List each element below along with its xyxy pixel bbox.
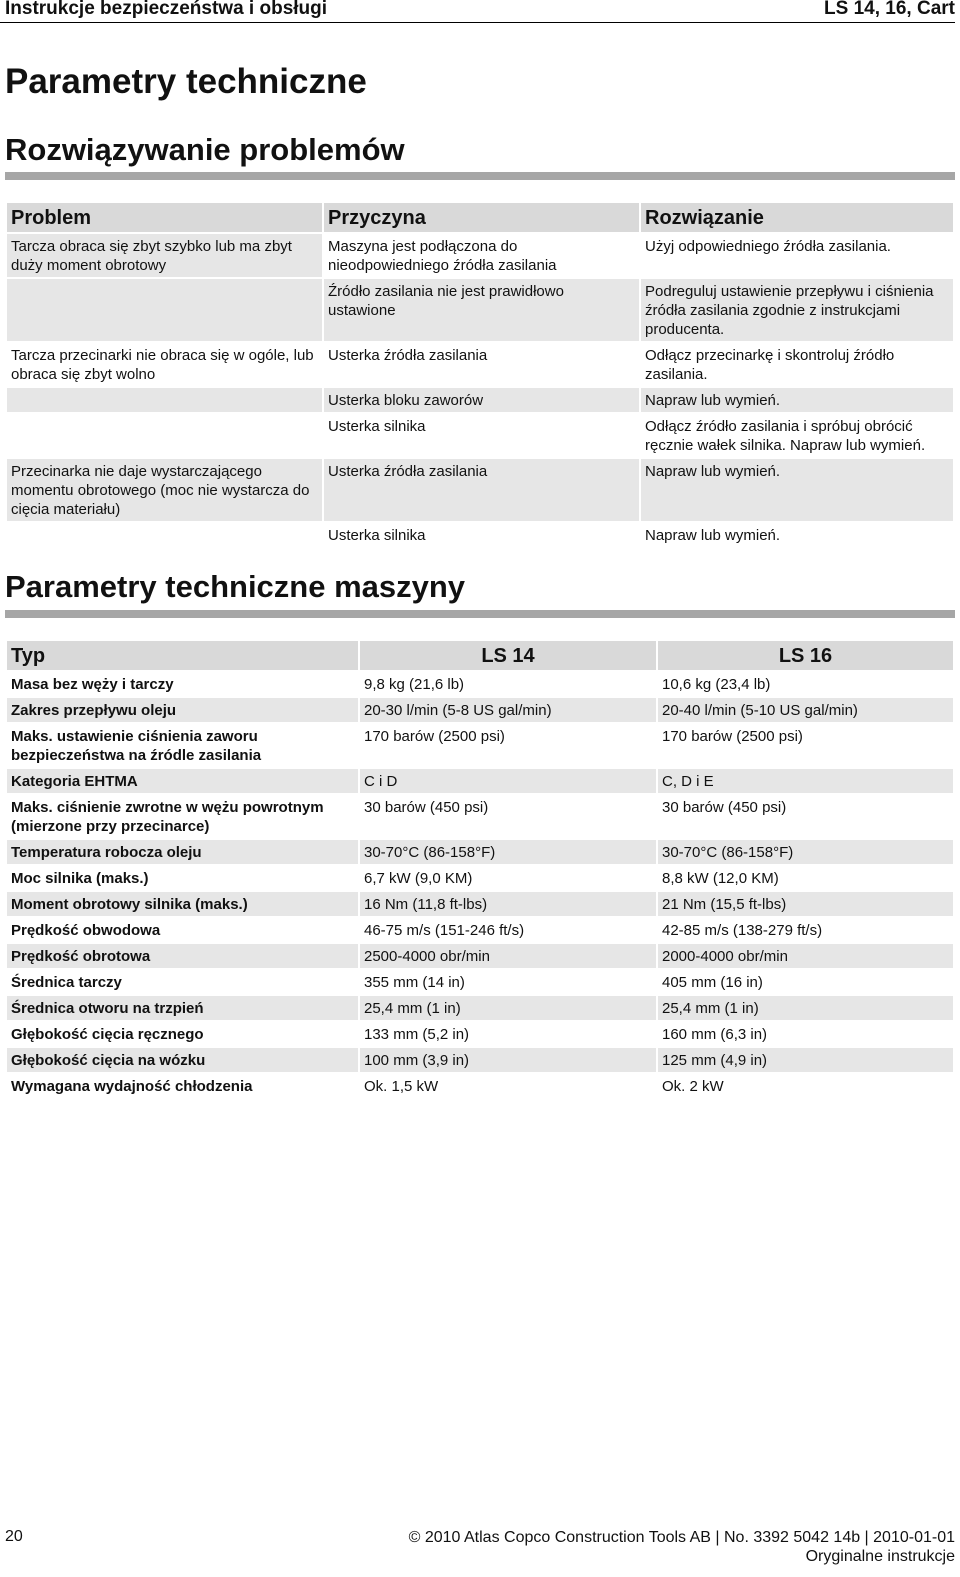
solution-cell: Odłącz przecinarkę i skontroluj źródło zasilania. — [645, 347, 895, 383]
cause-cell: Usterka silnika — [328, 527, 426, 544]
problem-cell: Tarcza przecinarki nie obraca się w ogóle, lub obraca się zbyt wolno — [11, 347, 314, 383]
ls14-value: Ok. 1,5 kW — [364, 1078, 439, 1095]
ls14-value: C i D — [360, 769, 656, 793]
ls14-value: 2500-4000 obr/min — [360, 944, 656, 968]
table-row — [7, 1074, 953, 1098]
table-row — [7, 866, 953, 890]
cause-cell: Usterka źródła zasilania — [328, 347, 488, 364]
table-header-row — [7, 641, 953, 670]
column-header-problem: Problem — [7, 203, 322, 232]
ls14-value: 170 barów (2500 psi) — [364, 728, 505, 745]
solution-cell: Napraw lub wymień. — [641, 388, 953, 412]
table-row — [7, 1048, 953, 1072]
table-row — [7, 996, 953, 1020]
column-header-ls16: LS 16 — [658, 641, 953, 670]
table-row — [7, 970, 953, 994]
ls14-value: 16 Nm (11,8 ft-lbs) — [360, 892, 656, 916]
param-label: Maks. ciśnienie zwrotne w wężu powrotnym (mierzone przy przecinarce) — [11, 799, 324, 835]
cause-cell: Usterka źródła zasilania — [324, 459, 639, 521]
table-header-row — [7, 203, 953, 232]
ls14-value: 100 mm (3,9 in) — [360, 1048, 656, 1072]
header-model: LS 14, 16, Cart — [824, 0, 955, 19]
ls14-value: 133 mm (5,2 in) — [364, 1026, 470, 1043]
param-label: Maks. ustawienie ciśnienia zaworu bezpieczeństwa na źródle zasilania — [11, 728, 262, 764]
solution-cell: Napraw lub wymień. — [645, 527, 781, 544]
table-row — [7, 388, 953, 412]
page-header — [0, 0, 955, 23]
param-label: Zakres przepływu oleju — [7, 698, 358, 722]
column-header-cause: Przyczyna — [324, 203, 639, 232]
ls14-value: 30 barów (450 psi) — [364, 799, 489, 816]
param-label: Prędkość obrotowa — [7, 944, 358, 968]
param-label: Głębokość cięcia na wózku — [7, 1048, 358, 1072]
table-row — [7, 672, 953, 696]
param-label: Moment obrotowy silnika (maks.) — [7, 892, 358, 916]
param-label: Moc silnika (maks.) — [11, 870, 149, 887]
table-row — [7, 343, 953, 386]
table-row — [7, 414, 953, 457]
ls16-value: 21 Nm (15,5 ft-lbs) — [658, 892, 953, 916]
param-label: Średnica otworu na trzpień — [7, 996, 358, 1020]
param-label: Głębokość cięcia ręcznego — [11, 1026, 204, 1043]
table-row — [7, 840, 953, 864]
ls16-value: 125 mm (4,9 in) — [658, 1048, 953, 1072]
param-label: Temperatura robocza oleju — [7, 840, 358, 864]
footer-right — [409, 1528, 955, 1566]
cause-cell: Usterka silnika — [328, 418, 426, 435]
param-label: Średnica tarczy — [11, 974, 122, 991]
table-row — [7, 234, 953, 277]
cause-cell: Usterka bloku zaworów — [324, 388, 639, 412]
problem-cell — [7, 523, 322, 547]
ls14-value: 25,4 mm (1 in) — [360, 996, 656, 1020]
page-title: Parametry techniczne — [5, 62, 367, 101]
cause-cell: Źródło zasilania nie jest prawidłowo ustawione — [324, 279, 639, 341]
ls16-value: 8,8 kW (12,0 KM) — [662, 870, 779, 887]
ls16-value: Ok. 2 kW — [662, 1078, 724, 1095]
param-label: Prędkość obwodowa — [11, 922, 161, 939]
table-row — [7, 918, 953, 942]
table-row — [7, 892, 953, 916]
ls14-value: 30-70°C (86-158°F) — [360, 840, 656, 864]
header-doc-title: Instrukcje bezpieczeństwa i obsługi — [5, 0, 328, 19]
param-label: Masa bez węży i tarczy — [11, 676, 174, 693]
problem-cell — [7, 388, 322, 412]
param-label: Wymagana wydajność chłodzenia — [11, 1078, 253, 1095]
ls14-value: 46-75 m/s (151-246 ft/s) — [364, 922, 525, 939]
problem-cell — [7, 414, 322, 457]
ls16-value: 30 barów (450 psi) — [662, 799, 787, 816]
page-number: 20 — [5, 1528, 23, 1545]
table-row — [7, 459, 953, 521]
table-row — [7, 1022, 953, 1046]
ls16-value: 2000-4000 obr/min — [658, 944, 953, 968]
solution-cell: Użyj odpowiedniego źródła zasilania. — [645, 238, 891, 255]
problem-cell: Tarcza obraca się zbyt szybko lub ma zbyt duży moment obrotowy — [7, 234, 322, 277]
table-row — [7, 769, 953, 793]
table-row — [7, 795, 953, 838]
ls14-value: 355 mm (14 in) — [364, 974, 465, 991]
troubleshooting-table — [5, 201, 955, 549]
problem-cell — [7, 279, 322, 341]
table-row — [7, 698, 953, 722]
machine-params-title: Parametry techniczne maszyny — [5, 569, 466, 604]
table-row — [7, 944, 953, 968]
problem-cell: Przecinarka nie daje wystarczającego momentu obrotowego (moc nie wystarcza do cięcia materiału) — [7, 459, 322, 521]
ls14-value: 6,7 kW (9,0 KM) — [364, 870, 473, 887]
ls16-value: 30-70°C (86-158°F) — [658, 840, 953, 864]
table-row — [7, 279, 953, 341]
column-header-solution: Rozwiązanie — [641, 203, 953, 232]
machine-params-table — [5, 639, 955, 1100]
solution-cell: Napraw lub wymień. — [641, 459, 953, 521]
ls16-value: 405 mm (16 in) — [662, 974, 763, 991]
section-rule — [5, 610, 955, 618]
param-label: Kategoria EHTMA — [7, 769, 358, 793]
table-row — [7, 724, 953, 767]
solution-cell: Podreguluj ustawienie przepływu i ciśnienia źródła zasilania zgodnie z instrukcjami producenta. — [641, 279, 953, 341]
ls16-value: 10,6 kg (23,4 lb) — [662, 676, 771, 693]
cause-cell: Maszyna jest podłączona do nieodpowiedniego źródła zasilania — [328, 238, 557, 274]
ls16-value: 170 barów (2500 psi) — [662, 728, 803, 745]
ls16-value: C, D i E — [658, 769, 953, 793]
solution-cell: Odłącz źródło zasilania i spróbuj obrócić ręcznie wałek silnika. Napraw lub wymień. — [645, 418, 926, 454]
table-row — [7, 523, 953, 547]
column-header-ls14: LS 14 — [360, 641, 656, 670]
ls16-value: 160 mm (6,3 in) — [662, 1026, 768, 1043]
ls16-value: 20-40 l/min (5-10 US gal/min) — [658, 698, 953, 722]
footer-copyright: © 2010 Atlas Copco Construction Tools AB | No. 3392 5042 14b | 2010-01-01 — [408, 1529, 955, 1546]
section-rule — [5, 172, 955, 180]
troubleshooting-title: Rozwiązywanie problemów — [5, 132, 405, 167]
footer-note: Oryginalne instrukcje — [805, 1548, 955, 1565]
ls16-value: 42-85 m/s (138-279 ft/s) — [662, 922, 823, 939]
machine-params-body — [7, 672, 953, 1098]
ls14-value: 9,8 kg (21,6 lb) — [364, 676, 465, 693]
ls14-value: 20-30 l/min (5-8 US gal/min) — [360, 698, 656, 722]
column-header-type: Typ — [7, 641, 358, 670]
ls16-value: 25,4 mm (1 in) — [658, 996, 953, 1020]
